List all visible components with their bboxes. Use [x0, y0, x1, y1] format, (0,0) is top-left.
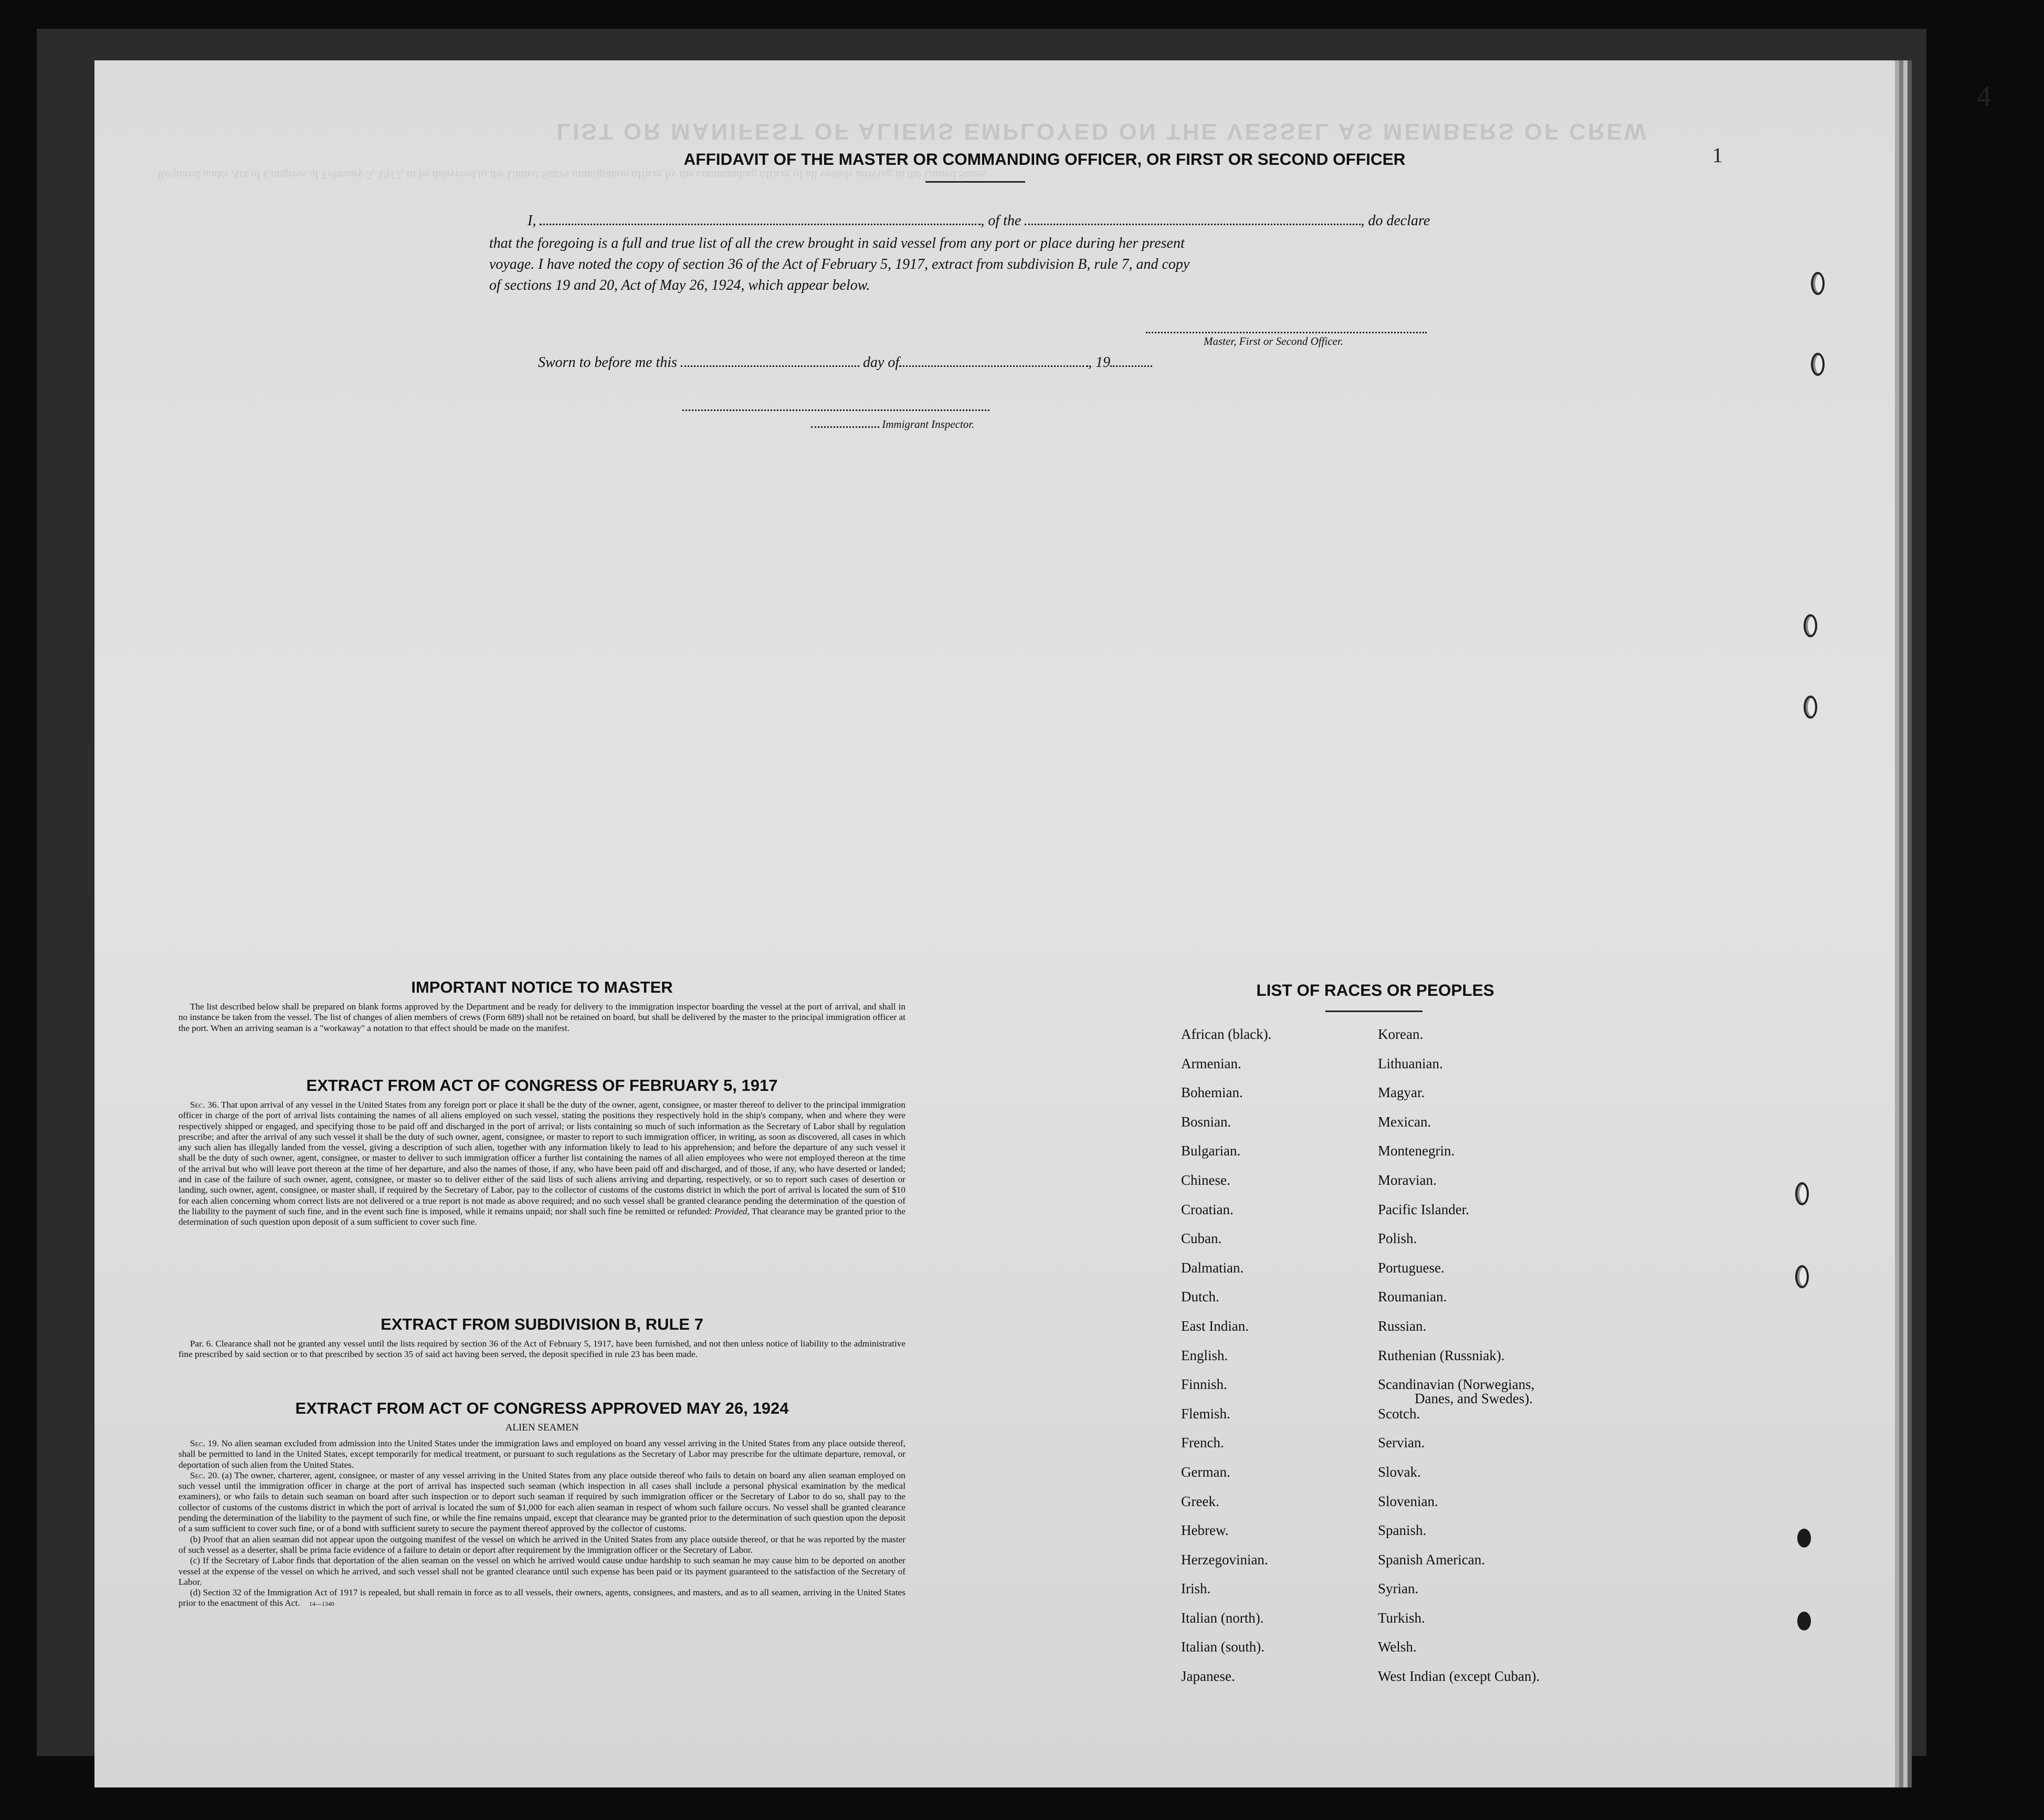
race-item: Chinese. — [1181, 1172, 1230, 1188]
race-item: Slovak. — [1378, 1464, 1421, 1480]
sec-20b-paragraph: (b) Proof that an alien seaman did not appear upon the outgoing manifest of the vessel on which he arrived in the United States from any place outside thereof, or that he was reported by the master of such vessel as a deserter, shall be prima facie evidence of a failure to detain or deport after requirement by the immigration officer or the Secretary of Labor. — [178, 1534, 905, 1555]
proviso: Provided, — [714, 1206, 750, 1216]
inspector-signature-line — [682, 409, 989, 411]
sec-36-text: That upon arrival of any vessel in the United States from any foreign port or place it shall be the duty of the owner, agent, consignee, or master thereof to deliver to the principal immigration officer in charge of the port of arrival lists containing the names of all aliens employed on such vessel, stating the positions they respectively hold in the ship's company, when and where they were respectively shipped or engaged, and specifying those to be paid off and discharged in the port of arrival; or lists containing so much of such information as the Secretary of Labor shall by regulation prescribe; and after the arrival of any such vessel it shall be the duty of such owner, agent, consignee, or master to report to such immigration officer, in writing, as soon as discovered, all cases in which any such alien has illegally landed from the vessel, giving a description of such alien, together with any information likely to lead to his apprehension; and before the departure of any such vessel it shall be the duty of such owner, agent, consignee, or master to deliver to such immigration officer a further list containing the names of all alien employees who were not employed thereon at the time of the arrival but who will leave port thereon at the time of her departure, and also the names of those, if any, who have been paid off and discharged, and of those, if any, who have deserted or landed; and in case of the failure of such owner, agent, consignee, or master so to deliver either of the said lists of such aliens arriving and departing, respectively, or so to report such cases of desertion or landing, such owner, agent, consignee, or master shall, if required by the Secretary of Labor, pay to the collector of customs of the customs district in which the port of arrival is located the sum of $10 for each alien concerning whom correct lists are not delivered or a true report is not made as above required; and no such vessel shall be granted clearance pending the determination of the question of the liability to the payment of such fine, and in the event such fine is imposed, while it remains unpaid; nor shall such fine be remitted or refunded: — [178, 1100, 905, 1216]
extract-1924-title: EXTRACT FROM ACT OF CONGRESS APPROVED MAY 26, 1924 — [295, 1399, 789, 1417]
race-item: Pacific Islander. — [1378, 1201, 1469, 1217]
race-item: Italian (south). — [1181, 1639, 1265, 1655]
form-number: 14—1340 — [309, 1600, 334, 1608]
race-item: Greek. — [1181, 1493, 1219, 1509]
extract-1924-text — [178, 1438, 905, 1609]
race-item: Syrian. — [1378, 1581, 1419, 1597]
races-divider — [1325, 1011, 1423, 1012]
race-item: Croatian. — [1181, 1201, 1234, 1217]
race-item: Finnish. — [1181, 1376, 1227, 1393]
affidavit-title: AFFIDAVIT OF THE MASTER OR COMMANDING OFFICER, OR FIRST OR SECOND OFFICER — [683, 150, 1406, 169]
race-item: Ruthenian (Russniak). — [1378, 1347, 1505, 1363]
race-item: Scotch. — [1378, 1405, 1420, 1422]
bleed-through-subheader: Required under Act of Congress of February 5, 1917, to be delivered to the United States immigration officer by the commanding officer of all vessels arriving in the United States — [157, 169, 986, 182]
day-blank — [681, 357, 859, 367]
sec-20c-paragraph: (c) If the Secretary of Labor finds that deportation of the alien seaman on the vessel on which he arrived would cause undue hardship to such seaman he may cause him to be deported on another vessel at the expense of the vessel on which he arrived, and such vessel shall not be granted clearance until such expense has been paid or its payment guaranteed to the satisfaction of the Secretary of Labor. — [178, 1555, 905, 1587]
race-item: Herzegovinian. — [1181, 1551, 1268, 1567]
race-item: French. — [1181, 1435, 1224, 1451]
notice-paragraph: The list described below shall be prepared on blank forms approved by the Department and be ready for delivery to the immigration inspector boarding the vessel at the port of arrival, and shall in no instance be taken from the vessel. The list of changes of alien members of crews (Form 689) shall not be retained on board, but shall be delivered by the master to the principal immigration officer at the port. When an arriving seaman is a "workaway" a notation to that effect should be made on the manifest. — [178, 1002, 905, 1033]
inspector-label: Immigrant Inspector. — [882, 418, 975, 430]
sworn-line — [538, 354, 1152, 371]
race-item: Dalmatian. — [1181, 1259, 1244, 1276]
binder-hole — [1804, 614, 1817, 637]
master-signature-label: Master, First or Second Officer. — [1204, 335, 1343, 348]
sec-20-label: Sec. 20. — [190, 1470, 219, 1480]
master-signature-line — [1146, 332, 1427, 333]
binder-hole — [1811, 272, 1825, 295]
year-blank — [1110, 357, 1152, 367]
binder-hole — [1804, 696, 1817, 719]
race-item: Spanish American. — [1378, 1551, 1485, 1567]
race-item: Irish. — [1181, 1581, 1211, 1597]
race-item: Polish. — [1378, 1230, 1417, 1247]
binder-hole — [1797, 1529, 1811, 1548]
race-item: Cuban. — [1181, 1230, 1222, 1247]
sec-19-label: Sec. 19. — [190, 1438, 219, 1448]
race-item-scandinavian — [1378, 1376, 1540, 1406]
race-item: African (black). — [1181, 1026, 1272, 1042]
title-divider — [925, 181, 1025, 183]
extract-rule7-text — [178, 1339, 905, 1360]
sec-20d-text: (d) Section 32 of the Immigration Act of 1917 is repealed, but shall remain in force as to all vessels, their owners, agents, consignees, and masters, and as to all seamen, arriving in the United States prior to the enactment of this Act. — [178, 1587, 905, 1608]
race-item: Flemish. — [1181, 1405, 1230, 1422]
race-item: Magyar. — [1378, 1085, 1425, 1101]
race-item: Scandinavian (Norwegians, — [1378, 1376, 1535, 1393]
sec-36-paragraph — [178, 1100, 905, 1228]
race-item: Roumanian. — [1378, 1289, 1447, 1305]
sec-36-end: That clearance may be granted prior to the determination of such question upon deposit of a sum sufficient to cover such fine. — [178, 1206, 905, 1227]
race-item: West Indian (except Cuban). — [1378, 1668, 1540, 1685]
affidavit-i: I, — [528, 213, 536, 229]
race-item: German. — [1181, 1464, 1230, 1480]
sworn-year: , 19 — [1088, 354, 1111, 371]
inspector-dots — [811, 421, 879, 428]
name-blank — [540, 215, 981, 225]
race-item: English. — [1181, 1347, 1228, 1363]
binder-hole — [1797, 1612, 1811, 1630]
race-item: Servian. — [1378, 1435, 1425, 1451]
vessel-blank — [1025, 215, 1361, 225]
race-item: Russian. — [1378, 1318, 1427, 1334]
extract-1917-text — [178, 1100, 905, 1228]
alien-seamen-subtitle: ALIEN SEAMEN — [505, 1422, 579, 1433]
race-item: Armenian. — [1181, 1055, 1241, 1071]
affidavit-do-declare: , do declare — [1361, 213, 1430, 229]
affidavit-line-4: of sections 19 and 20, Act of May 26, 1924, which appear below. — [489, 277, 870, 293]
race-item: Bulgarian. — [1181, 1143, 1241, 1159]
handwritten-mark: 1 — [1712, 143, 1723, 167]
race-item: Bosnian. — [1181, 1113, 1231, 1130]
race-item: Dutch. — [1181, 1289, 1219, 1305]
extract-1917-title: EXTRACT FROM ACT OF CONGRESS OF FEBRUARY 5, 1917 — [306, 1076, 778, 1095]
notice-text — [178, 1002, 905, 1034]
binder-hole — [1795, 1182, 1809, 1205]
binder-hole — [1795, 1265, 1809, 1288]
races-right-column — [1378, 1026, 1540, 1698]
race-item: Bohemian. — [1181, 1085, 1243, 1101]
sec-20d-paragraph — [178, 1587, 905, 1609]
race-item: Slovenian. — [1378, 1493, 1438, 1509]
race-item: Turkish. — [1378, 1609, 1425, 1626]
race-item: Portuguese. — [1378, 1259, 1445, 1276]
race-item: Lithuanian. — [1378, 1055, 1443, 1071]
race-item: Mexican. — [1378, 1113, 1431, 1130]
handwritten-corner-number: 4 — [1977, 80, 1991, 112]
month-blank — [899, 357, 1088, 367]
races-title: LIST OF RACES OR PEOPLES — [1256, 981, 1494, 1000]
sec-36-label: Sec. 36. — [190, 1100, 219, 1110]
affidavit-line-2: that the foregoing is a full and true list of all the crew brought in said vessel from any port or place during her present — [489, 235, 1185, 251]
race-item: East Indian. — [1181, 1318, 1249, 1334]
sec-20a-paragraph — [178, 1470, 905, 1534]
race-item: Italian (north). — [1181, 1609, 1264, 1626]
sworn-day-of: day of — [862, 354, 900, 371]
notice-title: IMPORTANT NOTICE TO MASTER — [411, 978, 673, 996]
race-item: Japanese. — [1181, 1668, 1235, 1685]
race-item: Montenegrin. — [1378, 1143, 1455, 1159]
binder-hole — [1811, 353, 1825, 376]
races-left-column — [1181, 1026, 1271, 1698]
sec-19-text: No alien seaman excluded from admission into the United States under the immigration laws and employed on board any vessel arriving in the United States from any place outside thereof, shall be permitted to land in the United States, except temporarily for medical treatment, or pursuant to such regulations as the Secretary of Labor may prescribe for the ultimate departure, removal, or deportation of such alien from the United States. — [178, 1438, 906, 1470]
race-item: Spanish. — [1378, 1522, 1427, 1539]
race-item: Korean. — [1378, 1026, 1424, 1042]
affidavit-line-3: voyage. I have noted the copy of section 36 of the Act of February 5, 1917, extract from subdivision B, rule 7, and copy — [489, 256, 1190, 272]
race-item-continuation: Danes, and Swedes). — [1415, 1391, 1533, 1407]
race-item: Welsh. — [1378, 1639, 1417, 1655]
bleed-through-header: LIST OR MANIFEST OF ALIENS EMPLOYED ON THE VESSEL AS MEMBERS OF CREW — [556, 119, 1648, 144]
extract-rule7-title: EXTRACT FROM SUBDIVISION B, RULE 7 — [381, 1315, 703, 1333]
race-item: Hebrew. — [1181, 1522, 1229, 1539]
race-item: Moravian. — [1378, 1172, 1437, 1188]
sec-20a-text: (a) The owner, charterer, agent, consignee, or master of any vessel arriving in the United States from any place outside thereof who fails to detain on board any alien seaman employed on such vessel until the immigration officer in charge at the port of arrival has inspected such seaman (which inspection in all cases shall include a personal physical examination by the medical examiners), or who fails to detain such seaman on board after such inspection or to deport such seaman if required by such immigration officer or the Secretary of Labor to do so, shall pay to the collector of customs of the customs district in which the port of arrival is located the sum of $1,000 for each alien seaman in respect of whom such failure occurs. No vessel shall be granted clearance pending the determination of the liability to the payment of such fine, or while the fine remains unpaid, except that clearance may be granted prior to the determination of such question upon the deposit of a sum sufficient to cover such fine, or of a bond with sufficient surety to secure the payment thereof approved by the collector of customs. — [178, 1470, 905, 1534]
rule7-paragraph: Par. 6. Clearance shall not be granted any vessel until the lists required by section 36 of the Act of February 5, 1917, have been furnished, and not then unless notice of liability to the administrative fine prescribed by said section or to that prescribed by section 35 of said act having been served, the deposit specified in rule 23 has been made. — [178, 1339, 905, 1360]
sworn-prefix: Sworn to before me this — [538, 354, 677, 371]
affidavit-line-1 — [528, 213, 1430, 229]
sec-19-paragraph — [178, 1438, 905, 1470]
affidavit-of-the: , of the — [981, 213, 1021, 229]
inspector-line — [811, 418, 974, 431]
